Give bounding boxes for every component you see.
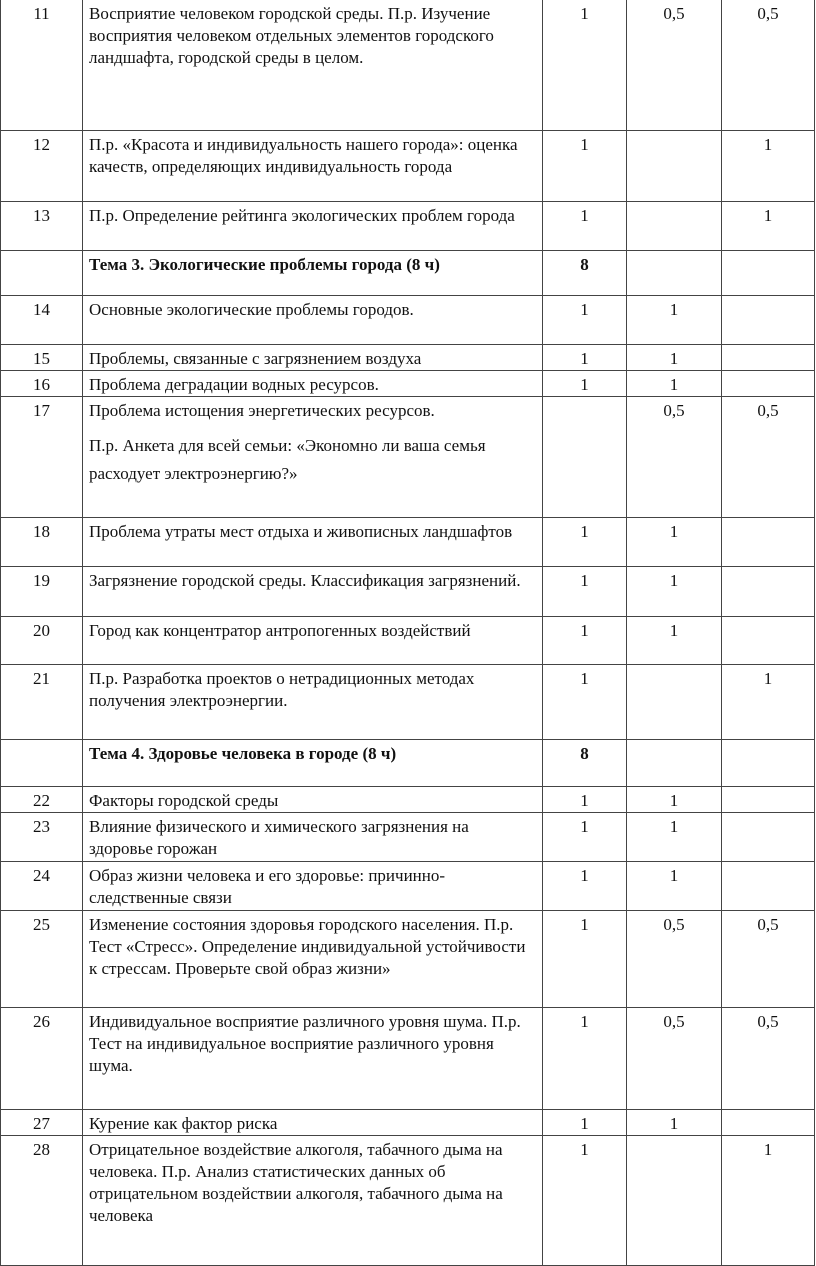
- lesson-topic: П.р. Определение рейтинга экологических проблем города: [83, 201, 543, 250]
- lesson-number: 13: [1, 201, 83, 250]
- table-row: [1, 370, 815, 396]
- lesson-hours: 1: [543, 370, 627, 396]
- lesson-theory: 1: [627, 812, 722, 861]
- lesson-topic: Изменение состояния здоровья городского населения. П.р. Тест «Стресс». Определение индивидуальной устойчивости к стрессам. Проверьте свой образ жизни»: [83, 910, 543, 1007]
- lesson-theory: [627, 250, 722, 295]
- section-header-row: [1, 250, 815, 295]
- lesson-topic: Проблема утраты мест отдыха и живописных ландшафтов: [83, 517, 543, 566]
- lesson-number: 16: [1, 370, 83, 396]
- lesson-topic: П.р. Разработка проектов о нетрадиционных методах получения электроэнергии.: [83, 664, 543, 739]
- lesson-theory: [627, 664, 722, 739]
- lesson-hours: 1: [543, 812, 627, 861]
- lesson-number: 19: [1, 566, 83, 616]
- table-row: [1, 130, 815, 201]
- lesson-hours: 1: [543, 910, 627, 1007]
- lesson-hours: 1: [543, 616, 627, 664]
- lesson-practice: [722, 370, 815, 396]
- lesson-topic: Основные экологические проблемы городов.: [83, 295, 543, 344]
- spacer: [89, 422, 536, 432]
- lesson-theory: 1: [627, 616, 722, 664]
- lesson-practice: [722, 812, 815, 861]
- table-row: [1, 295, 815, 344]
- lesson-practice: [722, 250, 815, 295]
- table-row: [1, 566, 815, 616]
- lesson-practice: 0,5: [722, 396, 815, 517]
- lesson-number: 24: [1, 861, 83, 910]
- lesson-number: 15: [1, 344, 83, 370]
- table-row: [1, 786, 815, 812]
- table-row: [1, 1109, 815, 1135]
- lesson-hours: 1: [543, 786, 627, 812]
- lesson-number: 17: [1, 396, 83, 517]
- section-title: Тема 3. Экологические проблемы города (8 ч): [83, 250, 543, 295]
- lesson-theory: [627, 1135, 722, 1265]
- lesson-number: 11: [1, 0, 83, 130]
- table-row: [1, 517, 815, 566]
- lesson-theory: [627, 130, 722, 201]
- lesson-practice: [722, 517, 815, 566]
- lesson-theory: 1: [627, 861, 722, 910]
- lesson-hours: 1: [543, 130, 627, 201]
- lesson-practice: [722, 566, 815, 616]
- lesson-hours: 1: [543, 295, 627, 344]
- lesson-practice: 1: [722, 201, 815, 250]
- lesson-hours: 1: [543, 861, 627, 910]
- lesson-theory: 1: [627, 517, 722, 566]
- section-hours: 8: [543, 250, 627, 295]
- lesson-practical-task: П.р. Анкета для всей семьи: «Экономно ли ваша семья расходует электроэнергию?»: [89, 435, 486, 483]
- lesson-topic: Проблемы, связанные с загрязнением воздуха: [83, 344, 543, 370]
- lesson-topic: Влияние физического и химического загрязнения на здоровье горожан: [83, 812, 543, 861]
- lesson-number: [1, 250, 83, 295]
- lesson-topic: Проблема истощения энергетических ресурсов.: [89, 400, 435, 420]
- lesson-hours: 1: [543, 1007, 627, 1109]
- lesson-theory: [627, 739, 722, 786]
- lesson-hours: 1: [543, 1135, 627, 1265]
- lesson-topic: Факторы городской среды: [83, 786, 543, 812]
- table-row: [1, 0, 815, 130]
- lesson-topic: Восприятие человеком городской среды. П.р. Изучение восприятия человеком отдельных элементов городского ландшафта, городской среды в целом.: [83, 0, 543, 130]
- table-row: [1, 1135, 815, 1265]
- lesson-theory: 1: [627, 370, 722, 396]
- table-row: [1, 861, 815, 910]
- lesson-number: [1, 739, 83, 786]
- lesson-practice: [722, 861, 815, 910]
- table-row: [1, 344, 815, 370]
- lesson-practice: [722, 344, 815, 370]
- table-row: [1, 616, 815, 664]
- lesson-hours: 1: [543, 664, 627, 739]
- lesson-number: 25: [1, 910, 83, 1007]
- lesson-hours: 1: [543, 344, 627, 370]
- lesson-number: 27: [1, 1109, 83, 1135]
- lesson-number: 18: [1, 517, 83, 566]
- lesson-practice: [722, 1109, 815, 1135]
- lesson-topic-cell: [83, 396, 543, 517]
- lesson-theory: 1: [627, 295, 722, 344]
- lesson-hours: 1: [543, 566, 627, 616]
- lesson-hours: 1: [543, 1109, 627, 1135]
- lesson-practice: 1: [722, 130, 815, 201]
- lesson-hours: 1: [543, 0, 627, 130]
- section-header-row: [1, 739, 815, 786]
- lesson-hours: 1: [543, 517, 627, 566]
- lesson-practice: 0,5: [722, 910, 815, 1007]
- lesson-topic: Отрицательное воздействие алкоголя, табачного дыма на человека. П.р. Анализ статистических данных об отрицательном воздействии алкоголя, табачного дыма на человека: [83, 1135, 543, 1265]
- lesson-topic: Проблема деградации водных ресурсов.: [83, 370, 543, 396]
- lesson-theory: 1: [627, 566, 722, 616]
- lesson-theory: 0,5: [627, 1007, 722, 1109]
- table-row: [1, 1007, 815, 1109]
- lesson-number: 26: [1, 1007, 83, 1109]
- lesson-number: 12: [1, 130, 83, 201]
- table-row: [1, 396, 815, 517]
- lesson-theory: 0,5: [627, 0, 722, 130]
- table-row: [1, 812, 815, 861]
- lesson-hours: [543, 396, 627, 517]
- lesson-number: 14: [1, 295, 83, 344]
- lesson-theory: 1: [627, 786, 722, 812]
- lesson-theory: 1: [627, 1109, 722, 1135]
- lesson-theory: 0,5: [627, 396, 722, 517]
- lesson-practice: 0,5: [722, 1007, 815, 1109]
- lesson-topic: П.р. «Красота и индивидуальность нашего города»: оценка качеств, определяющих индивидуальность города: [83, 130, 543, 201]
- lesson-topic: Курение как фактор риска: [83, 1109, 543, 1135]
- lesson-practice: [722, 616, 815, 664]
- section-title: Тема 4. Здоровье человека в городе (8 ч): [83, 739, 543, 786]
- table-row: [1, 201, 815, 250]
- lesson-practice: 0,5: [722, 0, 815, 130]
- lesson-topic: Загрязнение городской среды. Классификация загрязнений.: [83, 566, 543, 616]
- lesson-practice: 1: [722, 1135, 815, 1265]
- lesson-theory: 0,5: [627, 910, 722, 1007]
- lesson-practice: [722, 295, 815, 344]
- lesson-practice: [722, 739, 815, 786]
- lesson-topic: Город как концентратор антропогенных воздействий: [83, 616, 543, 664]
- lesson-theory: [627, 201, 722, 250]
- lesson-practice: [722, 786, 815, 812]
- lesson-number: 22: [1, 786, 83, 812]
- lesson-number: 20: [1, 616, 83, 664]
- lesson-number: 23: [1, 812, 83, 861]
- lesson-practice: 1: [722, 664, 815, 739]
- lesson-topic: Образ жизни человека и его здоровье: причинно-следственные связи: [83, 861, 543, 910]
- lesson-number: 28: [1, 1135, 83, 1265]
- table-row: [1, 664, 815, 739]
- lesson-hours: 1: [543, 201, 627, 250]
- lesson-topic: Индивидуальное восприятие различного уровня шума. П.р. Тест на индивидуальное восприятие различного уровня шума.: [83, 1007, 543, 1109]
- lesson-theory: 1: [627, 344, 722, 370]
- table-row: [1, 910, 815, 1007]
- section-hours: 8: [543, 739, 627, 786]
- lesson-number: 21: [1, 664, 83, 739]
